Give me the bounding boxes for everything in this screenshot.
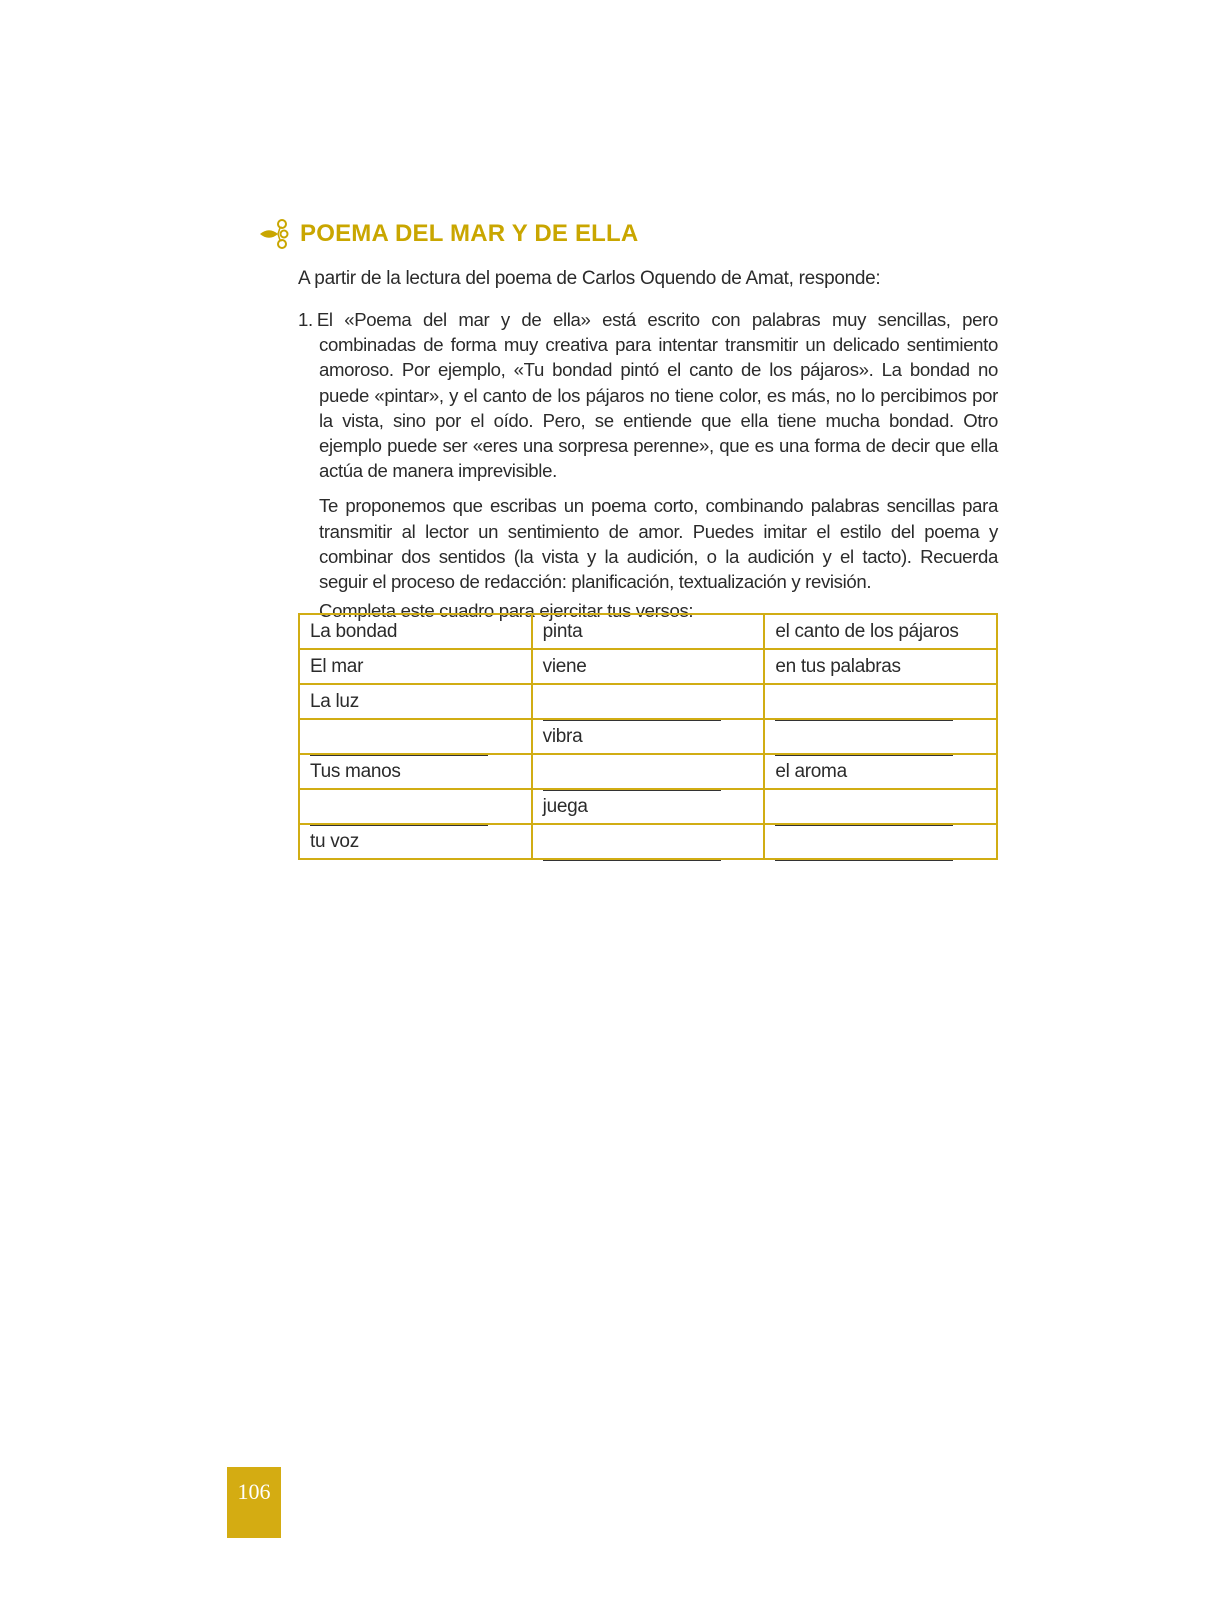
table-row xyxy=(299,684,997,719)
table-row xyxy=(299,754,997,789)
question-paragraph-1 xyxy=(298,307,998,483)
table-row xyxy=(299,719,997,754)
table-row xyxy=(299,789,997,824)
question-1 xyxy=(298,307,998,623)
table-row xyxy=(299,649,997,684)
blank-line[interactable] xyxy=(310,807,488,826)
table-cell xyxy=(764,614,997,649)
cell-text: el canto de los pájaros xyxy=(775,620,959,642)
cell-text: El mar xyxy=(310,655,364,677)
blank-line[interactable] xyxy=(775,842,953,861)
section-heading xyxy=(258,216,638,252)
table-cell xyxy=(532,649,765,684)
cell-text: viene xyxy=(542,655,587,677)
table-cell xyxy=(764,649,997,684)
table-cell xyxy=(299,684,532,719)
fleuron-ornament-icon xyxy=(258,216,294,252)
cell-text: tu voz xyxy=(310,830,359,852)
table-cell xyxy=(764,684,997,719)
table-cell xyxy=(299,754,532,789)
table-cell xyxy=(532,754,765,789)
table-row xyxy=(299,614,997,649)
verses-table-body xyxy=(299,614,997,859)
question-paragraph-3: Completa este cuadro para ejercitar tus versos: xyxy=(319,600,694,622)
table-cell xyxy=(299,824,532,859)
page-title: POEMA DEL MAR Y DE ELLA xyxy=(300,220,639,247)
table-cell xyxy=(532,719,765,754)
verses-table xyxy=(298,613,998,860)
cell-text: juega xyxy=(542,795,588,817)
cell-text: en tus palabras xyxy=(775,655,901,677)
table-cell xyxy=(299,719,532,754)
blank-line[interactable] xyxy=(775,737,953,756)
intro-text: A partir de la lectura del poema de Carlos Oquendo de Amat, responde: xyxy=(298,268,881,289)
table-cell xyxy=(764,824,997,859)
cell-text: pinta xyxy=(542,620,583,642)
blank-line[interactable] xyxy=(543,842,721,861)
table-cell xyxy=(532,684,765,719)
cell-text: La luz xyxy=(310,690,359,712)
table-cell xyxy=(764,719,997,754)
question-number: 1. xyxy=(298,309,313,330)
cell-text: La bondad xyxy=(310,620,398,642)
table-cell xyxy=(764,789,997,824)
table-cell xyxy=(764,754,997,789)
table-cell xyxy=(299,614,532,649)
table-cell xyxy=(532,789,765,824)
blank-line[interactable] xyxy=(543,772,721,791)
table-cell xyxy=(532,614,765,649)
blank-line[interactable] xyxy=(543,702,721,721)
cell-text: el aroma xyxy=(775,760,847,782)
cell-text: vibra xyxy=(542,725,583,747)
table-cell xyxy=(532,824,765,859)
table-cell xyxy=(299,789,532,824)
cell-text: Tus manos xyxy=(310,760,401,782)
blank-line[interactable] xyxy=(775,807,953,826)
question-paragraph-2: Te proponemos que escribas un poema corto, combinando palabras sencillas para transmitir al lector un sentimiento de amor. Puedes imitar el estilo del poema y combinar dos sentidos (la vista y la audición, o la audición y el tacto). Recuerda seguir el proceso de redacción: planificación, textualización y revisión. xyxy=(319,495,998,593)
page-number: 106 xyxy=(227,1467,281,1538)
blank-line[interactable] xyxy=(775,702,953,721)
table-cell xyxy=(299,649,532,684)
blank-line[interactable] xyxy=(310,737,488,756)
table-row xyxy=(299,824,997,859)
question-text: El «Poema del mar y de ella» está escrito con palabras muy sencillas, pero combinadas de forma muy creativa para intentar transmitir un delicado sentimiento amoroso. Por ejemplo, «Tu bondad pintó el canto de los pájaros». La bondad no puede «pintar», y el canto de los pájaros no tiene color, es más, no lo percibimos por la vista, sino por el oído. Pero, se entiende que ella tiene mucha bondad. Otro ejemplo puede ser «eres una sorpresa perenne», que es una forma de decir que ella actúa de manera imprevisible. xyxy=(316,309,998,482)
